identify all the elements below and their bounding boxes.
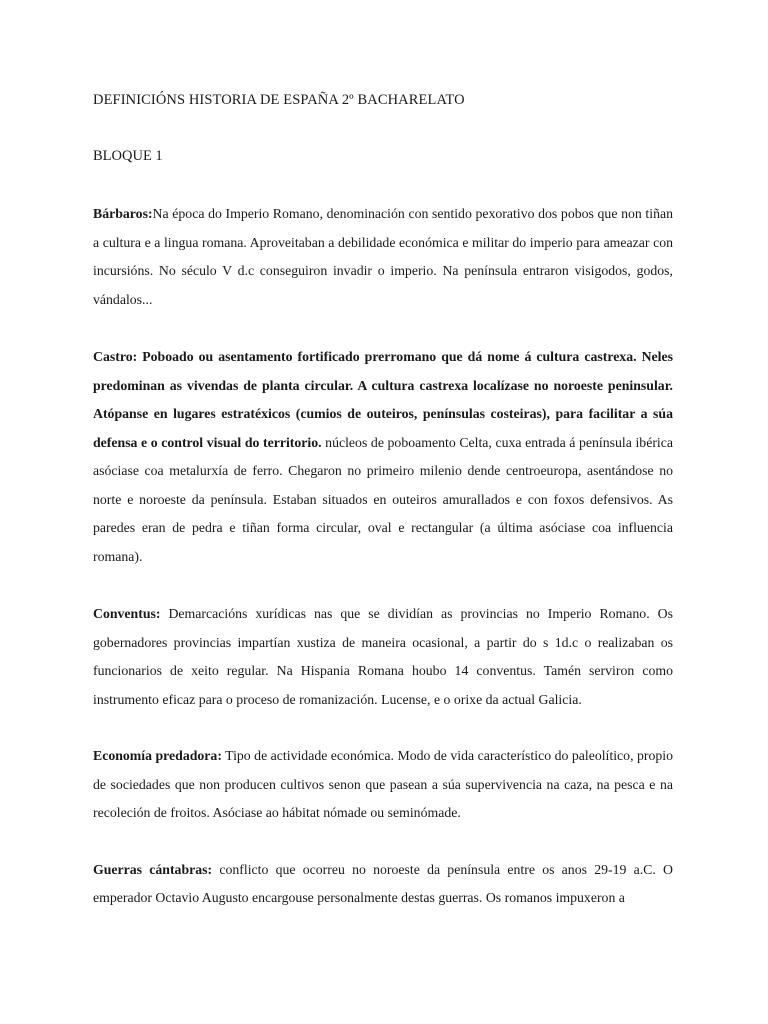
definition-text: núcleos de poboamento Celta, cuxa entrada á península ibérica asóciase coa metalurxía de ferro. Chegaron no primeiro milenio dende centroeuropa, asentándose no norte e noroeste da península. Estaban situados en outeiros amurallados e con foxos defensivos. As paredes eran de pedra e tiñan forma circular, oval e rectangular (a última asóciase coa influencia romana).	[93, 434, 673, 564]
definition-term: Guerras cántabras:	[93, 861, 213, 877]
definition-barbaros	[93, 200, 673, 314]
definition-text: Demarcacións xurídicas nas que se dividían as provincias no Imperio Romano. Os gobernadores provincias impartían xustiza de maneira ocasional, a partir do s 1d.c o realizaban os funcionarios de xeito regular. Na Hispania Romana houbo 14 conventus. Tamén serviron como instrumento eficaz para o proceso de romanización. Lucense, e o orixe da actual Galicia.	[93, 606, 673, 707]
definition-term: Economía predadora:	[93, 748, 222, 763]
document-page	[93, 86, 673, 913]
block-heading: BLOQUE 1	[93, 148, 163, 164]
definition-term: Conventus:	[93, 606, 161, 621]
definition-text: conflicto que ocorreu no noroeste da península entre os anos 29-19 a.C. O emperador Octavio Augusto encargouse personalmente destas guerras. Os romanos impuxeron a	[93, 861, 674, 905]
definition-term: Bárbaros:	[93, 206, 153, 221]
definition-castro	[93, 343, 673, 571]
definition-guerras-cantabras	[93, 856, 673, 913]
definition-text: Na época do Imperio Romano, denominación con sentido pexorativo dos pobos que non tiñan a cultura e a lingua romana. Aproveitaban a debilidade económica e militar do imperio para ameazar con incursións. No século V d.c conseguiron invadir o imperio. Na península entraron visigodos, godos, vándalos...	[93, 206, 673, 307]
definition-bold-text: Poboado ou asentamento fortificado prerromano que dá nome á cultura castrexa. Neles predominan as vivendas de planta circular. A cultura castrexa localízase no noroeste peninsular. Atópanse en lugares estratéxicos (cumios de outeiros, penínsulas costeiras), para facilitar a súa defensa e o control visual do territorio.	[93, 349, 673, 450]
definition-text: Tipo de actividade económica. Modo de vida característico do paleolítico, propio de sociedades que non producen cultivos senon que pasean a súa supervivencia na caza, na pesca e na recoleción de froitos. Asóciase ao hábitat nómade ou seminómade.	[93, 748, 674, 820]
document-title: DEFINICIÓNS HISTORIA DE ESPAÑA 2º BACHARELATO	[93, 92, 465, 108]
definition-economia-predadora	[93, 742, 673, 828]
definition-term: Castro:	[93, 349, 138, 364]
definition-conventus	[93, 600, 673, 714]
